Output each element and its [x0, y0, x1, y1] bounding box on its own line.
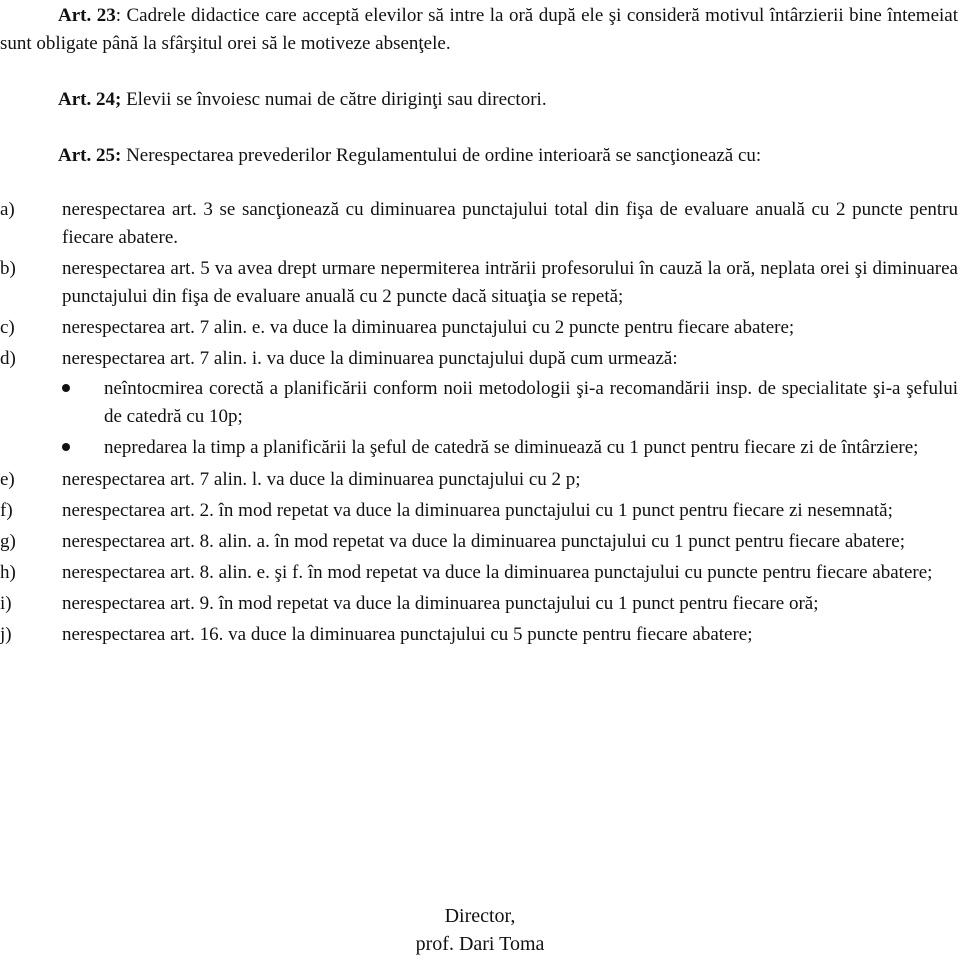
sub-bullet-text: nepredarea la timp a planificării la şeful de catedră se diminuează cu 1 punct pentru fiecare zi de întârziere; — [104, 437, 919, 458]
bullet-dot-icon — [62, 443, 70, 451]
sub-bullet-list — [62, 375, 958, 462]
list-item-text: nerespectarea art. 8. alin. a. în mod repetat va duce la diminuarea punctajului cu 1 punct pentru fiecare abatere; — [62, 531, 905, 552]
list-item-text: nerespectarea art. 7 alin. e. va duce la diminuarea punctajului cu 2 puncte pentru fiecare abatere; — [62, 317, 795, 338]
list-item-text: nerespectarea art. 16. va duce la diminuarea punctajului cu 5 puncte pentru fiecare abatere; — [62, 624, 753, 645]
bullet-dot-icon — [62, 384, 70, 392]
list-item-letter: g) — [0, 531, 16, 552]
list-item — [0, 466, 958, 494]
list-item-letter: h) — [0, 562, 16, 583]
article-25-label: Art. 25: — [58, 145, 122, 166]
sub-bullet-item — [62, 434, 958, 462]
list-item-text: nerespectarea art. 3 se sancţionează cu diminuarea punctajului total din fişa de evaluare anuală cu 2 puncte pentru fiecare abatere. — [62, 199, 958, 248]
list-item-letter: f) — [0, 500, 13, 521]
list-item-letter: j) — [0, 624, 12, 645]
list-item — [0, 559, 958, 587]
signature-name: prof. Dari Toma — [415, 933, 545, 955]
list-item-text: nerespectarea art. 7 alin. l. va duce la diminuarea punctajului cu 2 p; — [62, 469, 581, 490]
sub-bullet-item — [62, 375, 958, 431]
article-23-label: Art. 23 — [58, 5, 116, 26]
article-25-paragraph — [0, 142, 958, 170]
list-item — [0, 255, 958, 311]
list-item — [0, 621, 958, 649]
list-item-letter: e) — [0, 469, 15, 490]
list-item-text: nerespectarea art. 5 va avea drept urmare nepermiterea intrării profesorului în cauză la oră, neplata orei şi diminuarea punctajului din fişa de evaluare anuală cu 2 puncte dacă situaţia se repetă; — [62, 258, 958, 307]
list-item-letter: a) — [0, 199, 15, 220]
list-item — [0, 497, 958, 525]
list-item-letter: d) — [0, 348, 16, 369]
list-item-text: nerespectarea art. 7 alin. i. va duce la diminuarea punctajului după cum urmează: — [62, 348, 678, 369]
article-23-paragraph — [0, 2, 958, 58]
list-item-text: nerespectarea art. 2. în mod repetat va duce la diminuarea punctajului cu 1 punct pentru fiecare zi nesemnată; — [62, 500, 893, 521]
list-item-letter: i) — [0, 593, 12, 614]
sub-bullet-text: neîntocmirea corectă a planificării conform noii metodologii şi-a recomandării insp. de specialitate şi-a şefului de catedră cu 10p; — [104, 378, 958, 427]
signature-block — [380, 902, 580, 958]
list-item — [0, 528, 958, 556]
list-item — [0, 345, 958, 462]
list-item — [0, 590, 958, 618]
article-23-text: : Cadrele didactice care acceptă elevilor să intre la oră după ele şi consideră motivul întârzierii bine întemeiat sunt obligate până la sfârşitul orei să le motiveze absenţele. — [0, 5, 959, 54]
article-24-paragraph — [58, 86, 938, 114]
list-item-letter: c) — [0, 317, 15, 338]
list-item-letter: b) — [0, 258, 16, 279]
sanctions-list — [0, 196, 958, 652]
article-25-text: Nerespectarea prevederilor Regulamentului de ordine interioară se sancţionează cu: — [121, 145, 762, 166]
list-item-text: nerespectarea art. 9. în mod repetat va duce la diminuarea punctajului cu 1 punct pentru fiecare oră; — [62, 593, 819, 614]
list-item — [0, 314, 958, 342]
signature-role: Director, — [444, 905, 516, 927]
list-item — [0, 196, 958, 252]
article-24-text: Elevii se învoiesc numai de către diriginţi sau directori. — [121, 89, 547, 110]
article-24-label: Art. 24; — [58, 89, 122, 110]
list-item-text: nerespectarea art. 8. alin. e. şi f. în mod repetat va duce la diminuarea punctajului cu puncte pentru fiecare abatere; — [62, 562, 933, 583]
